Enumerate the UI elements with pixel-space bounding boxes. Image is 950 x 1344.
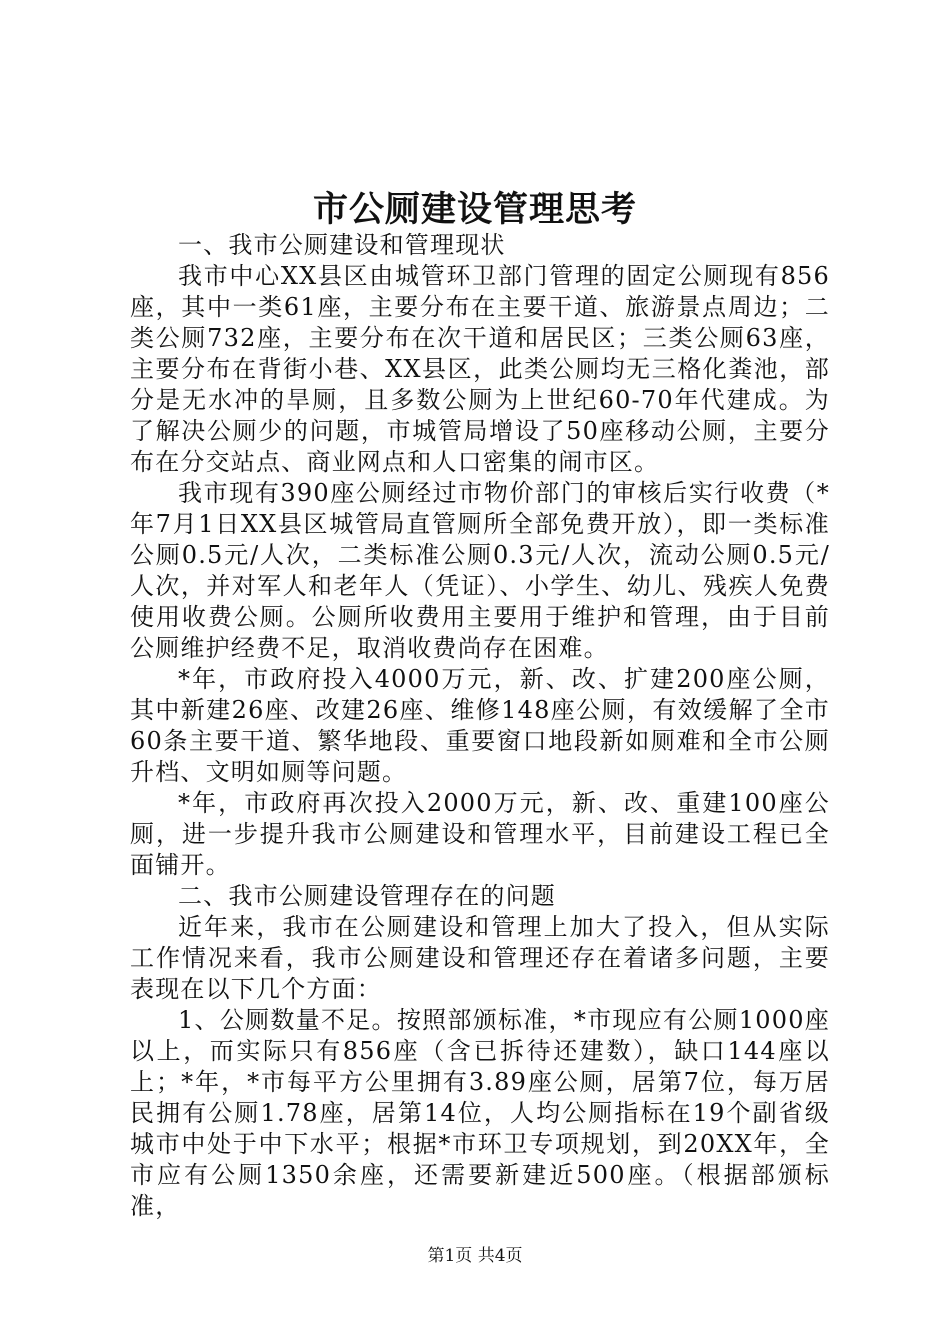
paragraph: 1、公厕数量不足。按照部颁标准，*市现应有公厕1000座以上，而实际只有856座（含已拆待还建数），缺口144座以上；*年，*市每平方公里拥有3.89座公厕，居第7位，每万居民拥有公厕1.78座，居第14位，人均公厕指标在19个副省级城市中处于中下水平；根据*市环卫专项规划，到20XX年，全市应有公厕1350余座，还需要新建近500座。（根据部颁标准， <box>130 1006 830 1220</box>
section-heading-1: 一、我市公厕建设和管理现状 <box>178 231 506 259</box>
page-footer: 第1页 共4页 <box>427 1246 523 1266</box>
paragraph: *年，市政府再次投入2000万元，新、改、重建100座公厕，进一步提升我市公厕建设和管理水平，目前建设工程已全面铺开。 <box>130 789 830 879</box>
paragraph: 近年来，我市在公厕建设和管理上加大了投入，但从实际工作情况来看，我市公厕建设和管理还存在着诸多问题，主要表现在以下几个方面： <box>130 913 830 1003</box>
paragraph: 我市中心XX县区由城管环卫部门管理的固定公厕现有856座，其中一类61座，主要分布在主要干道、旅游景点周边；二类公厕732座，主要分布在次干道和居民区；三类公厕63座，主要分布在背街小巷、XX县区，此类公厕均无三格化粪池，部分是无水冲的旱厕，且多数公厕为上世纪60-70年代建成。为了解决公厕少的问题，市城管局增设了50座移动公厕，主要分布在分交站点、商业网点和人口密集的闹市区。 <box>130 262 830 476</box>
paragraph: 我市现有390座公厕经过市物价部门的审核后实行收费（*年7月1日XX县区城管局直管厕所全部免费开放），即一类标准公厕0.5元/人次，二类标准公厕0.3元/人次，流动公厕0.5元/人次，并对军人和老年人（凭证）、小学生、幼儿、残疾人免费使用收费公厕。公厕所收费用主要用于维护和管理，由于目前公厕维护经费不足，取消收费尚存在困难。 <box>130 479 830 662</box>
document-body <box>130 230 830 1222</box>
document-title: 市公厕建设管理思考 <box>312 189 637 230</box>
section-heading-2: 二、我市公厕建设管理存在的问题 <box>178 882 556 910</box>
paragraph: *年，市政府投入4000万元，新、改、扩建200座公厕，其中新建26座、改建26座、维修148座公厕，有效缓解了全市60条主要干道、繁华地段、重要窗口地段新如厕难和全市公厕升档、文明如厕等问题。 <box>130 665 830 786</box>
